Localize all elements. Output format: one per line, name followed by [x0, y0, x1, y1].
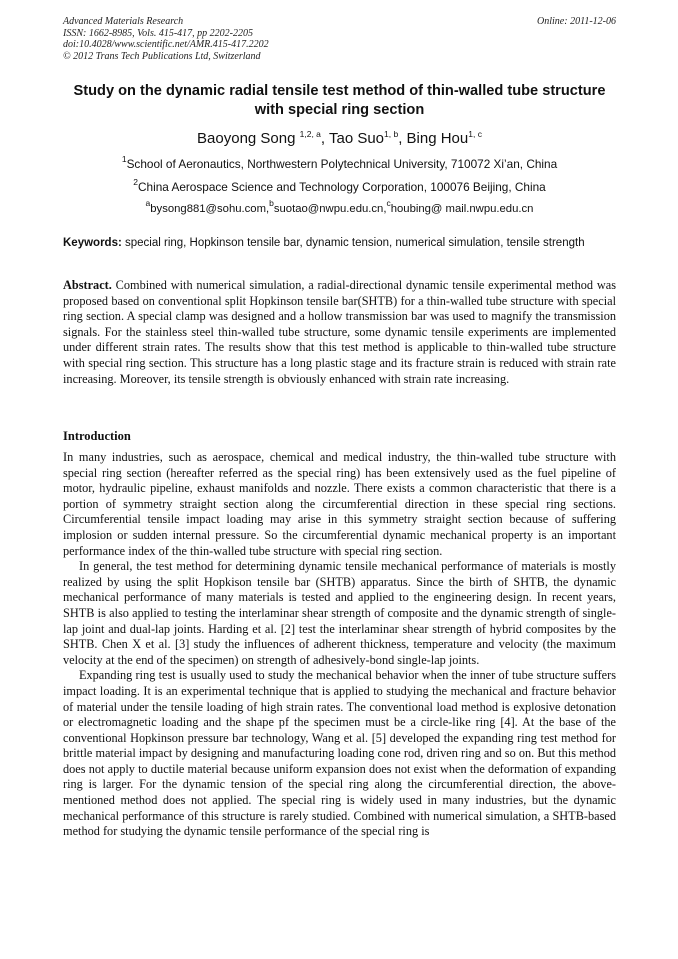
- email-b-sup: b: [269, 198, 274, 208]
- copyright-line: © 2012 Trans Tech Publications Ltd, Switzerland: [63, 50, 261, 62]
- abstract-label: Abstract.: [63, 278, 112, 292]
- affiliation-2: [63, 177, 616, 194]
- author-2: , Tao Suo: [320, 130, 385, 147]
- online-date: Online: 2011-12-06: [537, 16, 616, 27]
- issn-line: ISSN: 1662-8985, Vols. 415-417, pp 2202-2205: [63, 27, 253, 39]
- doi-line[interactable]: doi:10.4028/www.scientific.net/AMR.415-417.2202: [63, 39, 269, 50]
- author-1-sup: 1,2, a: [299, 129, 321, 139]
- intro-paragraph-3: Expanding ring test is usually used to study the mechanical behavior when the inner of tube structure suffers impact loading. It is an experimental technique that is applied to studying the mechanical and fracture behavior of material under the tensile loading of high strain rates. The conventional load method is explosive detonation or electromagnetic loading and the shape pf the specimen must be a circle-like ring [4]. At the base of the conventional Hopkinson pressure bar technology, Wang et al. [5] developed the expanding ring test method for brittle material impact by designing and manufacturing loading cone rod, driven ring and so on. But this method does not apply to ductile material because uniform expansion does not exist when the deformation of expanding ring is larger. For the dynamic tension of the special ring along the circumferential direction, the above-mentioned method does not applied. The special ring is widely used in many industries, but the dynamic mechanical performance of this structure is rarely studied. Combined with numerical simulation, a SHTB-based method for studying the dynamic tensile performance of the special ring is: [63, 668, 616, 839]
- author-3: , Bing Hou: [398, 130, 469, 147]
- journal-name: Advanced Materials Research: [63, 16, 184, 27]
- email-line: [63, 198, 616, 216]
- author-line: [63, 130, 616, 148]
- email-a-sup: a: [145, 198, 151, 208]
- introduction-heading: Introduction: [63, 429, 131, 443]
- keywords-block: [63, 236, 616, 250]
- email-a[interactable]: bysong881@sohu.com,: [150, 203, 270, 215]
- journal-header: [63, 16, 616, 62]
- email-c-sup: c: [386, 198, 391, 208]
- author-1: Baoyong Song: [197, 130, 300, 147]
- affiliation-2-text: China Aerospace Science and Technology Corporation, 100076 Beijing, China: [138, 180, 546, 194]
- affiliation-1-text: School of Aeronautics, Northwestern Polytechnical University, 710072 Xi’an, China: [126, 157, 558, 171]
- intro-paragraph-2: In general, the test method for determining dynamic tensile mechanical performance of materials is mostly realized by using the split Hopkison tensile bar (SHTB) apparatus. Since the birth of SHTB, the dynamic mechanical performance of many materials is tested and applied to the engineering design. In recent years, SHTB is also applied to testing the interlaminar shear strength of composite and the dynamic strength of single-lap joint and dual-lap joints. Harding et al. [2] test the interlaminar shear strength of hybrid composites by the SHTB. Chen X et al. [3] study the influences of adherent thickness, temperature and velocity (the maximum velocity at the end of the specimen) on strength of adhesively-bond single-lap joints.: [63, 559, 616, 667]
- affiliation-2-sup: 2: [133, 177, 138, 187]
- abstract-text: Combined with numerical simulation, a radial-directional dynamic tensile experimental method was proposed based on conventional split Hopkinson tensile bar(SHTB) for a thin-walled tube structure with special ring section. A special clamp was designed and a hollow transmission bar was used to magnify the transmission signals. For the stainless steel thin-walled tube structure, some dynamic tensile experiments are implemented under different strain rates. The results show that this test method is applicable to thin-walled tube structure with special ring section. This structure has a long plastic stage and its fracture strain is reduced with strain rate increasing. Moreover, its tensile strength is obviously enhanced with strain rate increasing.: [63, 278, 616, 386]
- keywords-label: Keywords:: [63, 237, 122, 249]
- author-3-sup: 1, c: [468, 129, 482, 139]
- intro-paragraph-1: In many industries, such as aerospace, chemical and medical industry, the thin-walled tube structure with special ring section (hereafter referred as the special ring) has been extensively used as the fuel pipeline of motor, hydraulic pipeline, exhaust manifolds and nozzle. There exists a common characteristic that there is a portion of symmetry straight section along the circumferential direction in these special ring sections. Circumferential tensile impact loading may arise in this symmetry straight section because of suffering implosion or sudden internal pressure. So the circumferential dynamic mechanical property is an important performance index of the thin-walled tube structure with special ring section.: [63, 450, 616, 558]
- keywords-text: special ring, Hopkinson tensile bar, dynamic tension, numerical simulation, tensile strength: [121, 237, 585, 249]
- affiliation-1: [63, 154, 616, 171]
- email-c[interactable]: houbing@ mail.nwpu.edu.cn: [390, 203, 534, 215]
- email-b[interactable]: suotao@nwpu.edu.cn,: [273, 203, 387, 215]
- affiliation-1-sup: 1: [121, 154, 127, 164]
- introduction-body: [63, 450, 616, 840]
- abstract-block: [63, 278, 616, 387]
- paper-title: Study on the dynamic radial tensile test method of thin-walled tube structure with special ring section: [73, 83, 606, 118]
- author-2-sup: 1, b: [384, 129, 399, 139]
